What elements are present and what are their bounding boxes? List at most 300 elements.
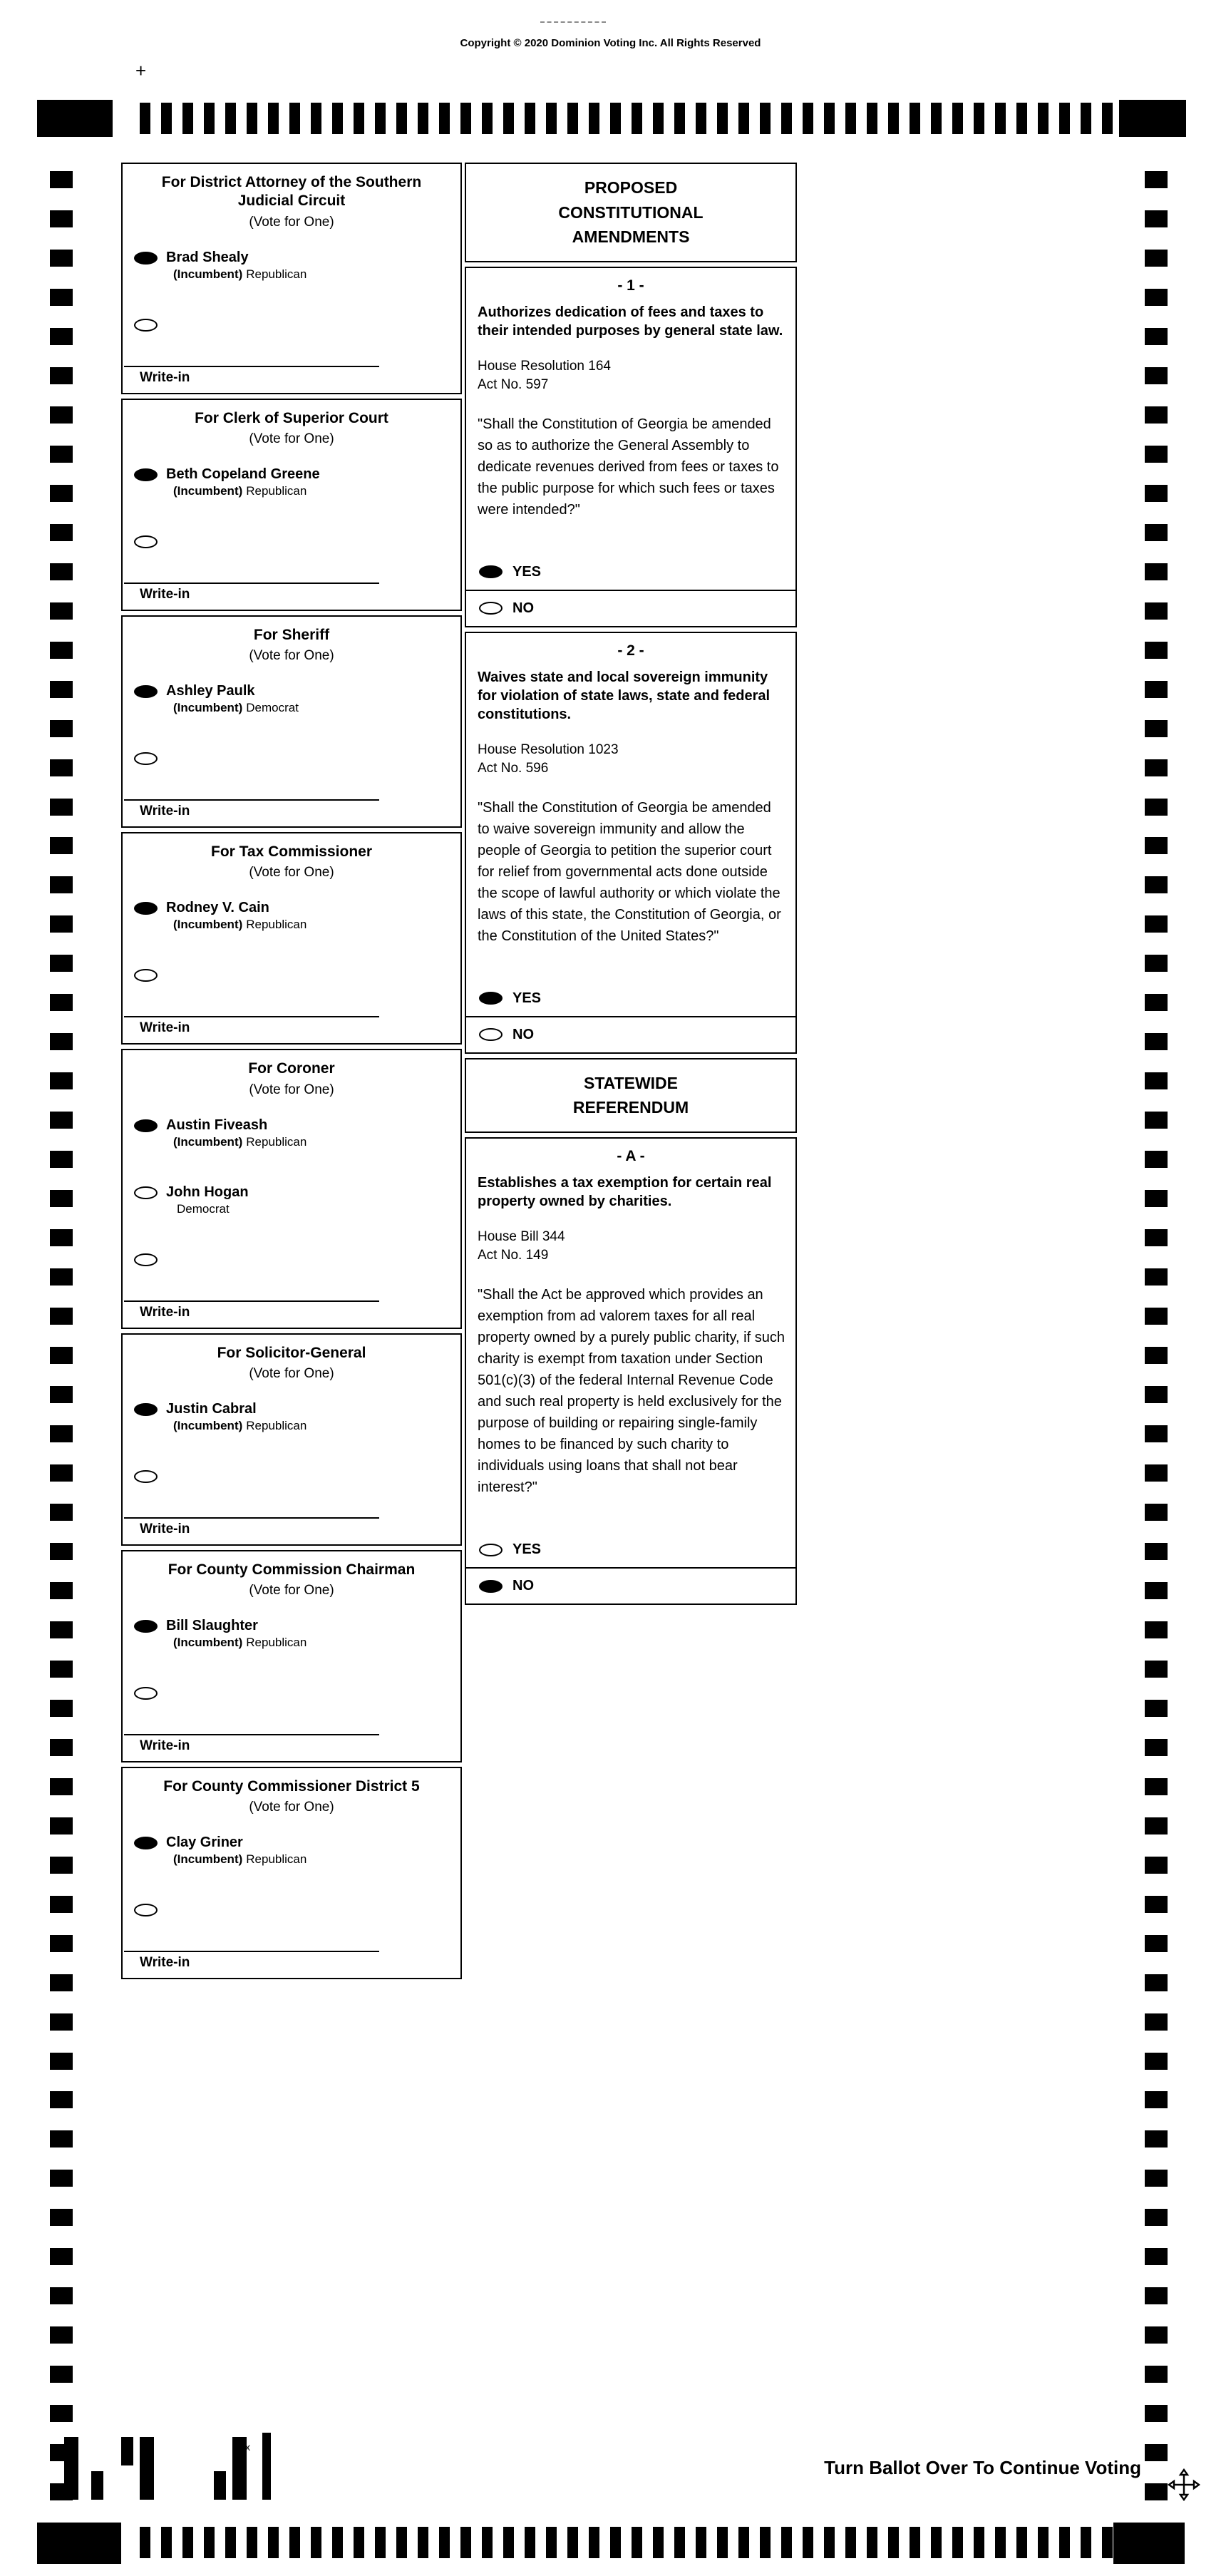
timing-mark: [50, 915, 73, 933]
empty-choice-row: [123, 1243, 460, 1293]
candidate-name: Bill Slaughter: [166, 1618, 258, 1633]
contest-title: For Sheriff: [253, 626, 330, 643]
timing-mark: [1145, 1661, 1168, 1678]
candidate-meta: [173, 918, 306, 932]
timing-mark: [50, 563, 73, 580]
section-header-line: STATEWIDE: [583, 1073, 679, 1092]
vote-for-instruction: (Vote for One): [249, 431, 334, 446]
timing-mark: [503, 103, 514, 134]
timing-mark: [632, 2527, 642, 2558]
timing-mark: [995, 103, 1006, 134]
candidate-party: Republican: [246, 1134, 307, 1149]
candidate-row: [123, 458, 460, 525]
timing-mark: [50, 1974, 73, 1991]
timing-mark: [1081, 103, 1091, 134]
timing-mark: [354, 2527, 364, 2558]
timing-mark: [268, 103, 279, 134]
yes-oval-filled[interactable]: [479, 992, 503, 1005]
candidate-qualifier: (Incumbent): [173, 701, 243, 714]
candidate-name: Beth Copeland Greene: [166, 466, 320, 482]
timing-mark: [50, 1817, 73, 1834]
write-in-label: Write-in: [140, 1955, 190, 1971]
no-oval[interactable]: [479, 1028, 503, 1041]
timing-mark: [717, 2527, 728, 2558]
timing-mark: [1145, 289, 1168, 306]
registration-mark: +: [135, 60, 147, 81]
timing-mark: [525, 2527, 535, 2558]
write-in-entry-line[interactable]: [124, 1951, 379, 1952]
timing-mark: [1145, 1974, 1168, 1991]
timing-mark: [50, 1347, 73, 1364]
timing-mark: [546, 2527, 557, 2558]
measure-question: "Shall the Constitution of Georgia be amended to waive sovereign immunity and allow the people of Georgia to petition the superior court for relief from governmental acts done outside the scope of lawful authority or which violate the laws of this state, the Constitution of Georgia, or the Constitution of the United States?": [478, 799, 781, 944]
candidate-party: Republican: [246, 1418, 307, 1432]
choice-oval-filled[interactable]: [134, 1620, 158, 1633]
candidate-party: Republican: [246, 1636, 307, 1649]
timing-mark: [289, 103, 300, 134]
candidate-info: [166, 682, 299, 715]
measure-question: "Shall the Act be approved which provides an exemption from ad valorem taxes for all real property owned by a purely public charity, if such charity is exempt from taxation under Section 501(c)(3) of the federal Internal Revenue Code and such real property is held exclusively for the purpose of building or repairing single-family homes to be financed by such charity to individuals using loans that shall not bear interest?": [478, 1287, 785, 1496]
choice-oval[interactable]: [134, 1687, 158, 1700]
vote-for-instruction: (Vote for One): [249, 648, 334, 663]
measure-reference: [466, 724, 795, 779]
write-in-entry-line[interactable]: [124, 366, 379, 367]
timing-mark: [1145, 1621, 1168, 1638]
timing-mark: [1145, 1543, 1168, 1560]
timing-mark: [888, 2527, 899, 2558]
timing-mark: [1145, 1033, 1168, 1050]
candidate-info: [166, 249, 306, 282]
timing-mark: [1145, 837, 1168, 854]
timing-mark: [1145, 171, 1168, 188]
choice-oval[interactable]: [134, 319, 158, 332]
timing-mark: [50, 2013, 73, 2031]
write-in-label: Write-in: [140, 1304, 190, 1320]
section-header-line: REFERENDUM: [572, 1098, 689, 1117]
timing-mark: [1145, 994, 1168, 1011]
candidate-name: John Hogan: [166, 1184, 249, 1200]
write-in-entry-line[interactable]: [124, 1300, 379, 1302]
timing-mark: [439, 2527, 450, 2558]
contest-title: For Tax Commissioner: [211, 843, 372, 860]
candidate-name: Justin Cabral: [166, 1400, 257, 1417]
timing-mark: [1145, 485, 1168, 502]
write-in-label: Write-in: [140, 1521, 190, 1536]
timing-mark: [1145, 2013, 1168, 2031]
ballot-code-mark: [64, 2437, 78, 2500]
timing-mark: [225, 2527, 236, 2558]
empty-choice-row: [123, 742, 460, 792]
timing-mark: [1145, 720, 1168, 737]
timing-mark: [418, 103, 428, 134]
code-mark-x: x: [245, 2441, 250, 2453]
timing-mark: [50, 1112, 73, 1129]
timing-mark: [824, 2527, 835, 2558]
candidate-info: [166, 466, 320, 498]
timing-mark: [845, 2527, 856, 2558]
candidate-info: [166, 1184, 249, 1216]
timing-mark: [375, 103, 386, 134]
contest-box: [121, 163, 462, 394]
timing-mark: [910, 2527, 920, 2558]
candidate-row: [123, 1109, 460, 1176]
ballot-code-mark: [262, 2433, 271, 2500]
timing-mark: [1145, 1464, 1168, 1482]
timing-block-bottom-left: [37, 2523, 121, 2564]
timing-mark: [161, 103, 172, 134]
timing-mark: [204, 103, 215, 134]
timing-mark: [738, 2527, 749, 2558]
candidate-party: Republican: [246, 918, 307, 932]
measure-number: - 2 -: [617, 642, 644, 659]
choice-oval[interactable]: [134, 1904, 158, 1916]
measures-column: [465, 163, 797, 1609]
timing-mark: [50, 446, 73, 463]
timing-mark: [803, 103, 813, 134]
empty-choice-row: [123, 1894, 460, 1944]
measure-question: "Shall the Constitution of Georgia be amended so as to authorize the General Assembly to dedicate revenues derived from fees or taxes to the public purpose for which such fees or taxes were intended?": [478, 416, 779, 518]
choice-oval-filled[interactable]: [134, 468, 158, 481]
timing-mark: [50, 171, 73, 188]
timing-mark: [247, 2527, 257, 2558]
timing-mark: [974, 103, 984, 134]
copyright-text: Copyright © 2020 Dominion Voting Inc. All Rights Reserved: [460, 37, 761, 49]
timing-mark: [396, 103, 407, 134]
contest-title: For Coroner: [248, 1060, 335, 1077]
choice-oval[interactable]: [134, 1186, 158, 1199]
timing-mark: [1016, 2527, 1027, 2558]
timing-mark: [1145, 1857, 1168, 1874]
timing-mark: [1145, 1268, 1168, 1286]
candidate-row: [123, 1610, 460, 1677]
measure-reference-line: House Resolution 1023: [478, 742, 619, 757]
timing-mark: [1145, 799, 1168, 816]
turn-ballot-over-text: Turn Ballot Over To Continue Voting: [824, 2457, 1141, 2478]
timing-mark: [332, 103, 343, 134]
timing-mark: [50, 2287, 73, 2304]
timing-mark: [1145, 2170, 1168, 2187]
timing-mark: [589, 2527, 599, 2558]
section-header: [465, 163, 797, 262]
timing-mark: [1059, 2527, 1070, 2558]
choice-oval[interactable]: [134, 1253, 158, 1266]
ballot-code-mark: [232, 2437, 247, 2500]
candidate-party: Democrat: [177, 1201, 230, 1216]
vote-for-instruction: (Vote for One): [249, 1583, 334, 1598]
timing-mark: [140, 2527, 150, 2558]
write-in-entry-line[interactable]: [124, 1016, 379, 1017]
write-in-label: Write-in: [140, 1738, 190, 1753]
no-choice-row: [466, 1016, 795, 1052]
timing-mark: [1145, 446, 1168, 463]
yes-oval[interactable]: [479, 1544, 503, 1556]
no-choice-row: [466, 1567, 795, 1603]
write-in-entry-line[interactable]: [124, 799, 379, 801]
write-in-label: Write-in: [140, 1020, 190, 1036]
timing-mark: [50, 955, 73, 972]
timing-mark: [50, 328, 73, 345]
timing-mark: [1145, 642, 1168, 659]
candidate-info: [166, 1834, 306, 1867]
candidate-row: [123, 242, 460, 309]
measure-box: [465, 267, 797, 627]
timing-column-left: [50, 171, 73, 2501]
no-label: NO: [512, 1026, 534, 1042]
timing-mark: [161, 2527, 172, 2558]
timing-mark: [503, 2527, 514, 2558]
timing-mark: [268, 2527, 279, 2558]
timing-mark: [50, 250, 73, 267]
timing-mark: [1145, 2248, 1168, 2265]
choice-oval[interactable]: [134, 1470, 158, 1483]
candidate-qualifier: (Incumbent): [173, 1418, 243, 1432]
timing-mark: [50, 1072, 73, 1089]
timing-mark: [803, 2527, 813, 2558]
measure-reference: [466, 1211, 795, 1266]
candidate-meta: [173, 1202, 249, 1216]
timing-block-top-left: [37, 100, 113, 137]
timing-mark: [1145, 1896, 1168, 1913]
timing-mark: [1145, 759, 1168, 776]
timing-mark: [50, 1308, 73, 1325]
timing-mark: [396, 2527, 407, 2558]
timing-mark: [460, 103, 471, 134]
timing-mark: [1145, 563, 1168, 580]
measure-box: [465, 632, 797, 1054]
timing-mark: [50, 1151, 73, 1168]
no-label: NO: [512, 600, 534, 616]
timing-mark: [50, 1464, 73, 1482]
timing-mark: [931, 103, 942, 134]
no-label: NO: [512, 1578, 534, 1594]
timing-bars-bottom: [140, 2527, 1113, 2558]
timing-mark: [482, 2527, 493, 2558]
timing-mark: [1145, 1778, 1168, 1795]
choice-oval-filled[interactable]: [134, 902, 158, 915]
candidate-row: [123, 675, 460, 742]
timing-mark: [1102, 103, 1113, 134]
timing-mark: [546, 103, 557, 134]
timing-mark: [1145, 955, 1168, 972]
timing-mark: [1145, 2444, 1168, 2461]
ballot-code-mark: [91, 2471, 103, 2500]
no-oval-filled[interactable]: [479, 1580, 503, 1593]
empty-choice-row: [123, 959, 460, 1009]
timing-mark: [632, 103, 642, 134]
candidate-meta: [173, 484, 320, 498]
timing-mark: [1145, 1072, 1168, 1089]
timing-mark: [845, 103, 856, 134]
timing-mark: [1145, 2130, 1168, 2147]
yes-choice-row: [466, 555, 795, 590]
timing-mark: [974, 2527, 984, 2558]
timing-mark: [717, 103, 728, 134]
write-in-label: Write-in: [140, 804, 190, 819]
timing-mark: [1145, 1190, 1168, 1207]
measure-reference-line: Act No. 596: [478, 761, 549, 776]
candidate-meta: [173, 267, 306, 282]
candidate-name: Brad Shealy: [166, 249, 249, 265]
timing-mark: [1145, 602, 1168, 620]
yes-choice-row: [466, 981, 795, 1016]
choice-oval-filled[interactable]: [134, 1403, 158, 1416]
timing-mark: [204, 2527, 215, 2558]
candidate-row: [123, 1393, 460, 1460]
timing-mark: [1145, 328, 1168, 345]
timing-mark: [50, 1386, 73, 1403]
timing-mark: [888, 103, 899, 134]
choice-oval[interactable]: [134, 535, 158, 548]
timing-mark: [1145, 1582, 1168, 1599]
candidate-party: Republican: [246, 1852, 307, 1867]
write-in-entry-line[interactable]: [124, 1517, 379, 1519]
measure-reference-line: Act No. 149: [478, 1248, 549, 1263]
candidate-qualifier: (Incumbent): [173, 1134, 243, 1149]
timing-mark: [1145, 1817, 1168, 1834]
choice-oval-filled[interactable]: [134, 685, 158, 698]
contest-title: For County Commissioner District 5: [163, 1778, 420, 1795]
candidate-info: [166, 1617, 306, 1650]
timing-mark: [1016, 103, 1027, 134]
candidate-meta: [173, 701, 299, 715]
write-in-label: Write-in: [140, 369, 190, 385]
timing-mark: [674, 103, 685, 134]
timing-mark: [50, 2209, 73, 2226]
timing-mark: [1145, 1504, 1168, 1521]
timing-mark: [50, 1857, 73, 1874]
ballot-code-mark: [121, 2437, 133, 2465]
timing-mark: [247, 103, 257, 134]
choice-oval-filled[interactable]: [134, 252, 158, 265]
measure-box: [465, 1137, 797, 1605]
candidate-info: [166, 1117, 306, 1149]
timing-mark: [439, 103, 450, 134]
measure-reference-line: House Bill 344: [478, 1228, 565, 1244]
candidate-qualifier: (Incumbent): [173, 1852, 243, 1867]
timing-mark: [952, 2527, 963, 2558]
timing-column-right: [1145, 171, 1168, 2501]
timing-mark: [50, 406, 73, 424]
timing-mark: [50, 1896, 73, 1913]
candidate-name: Austin Fiveash: [166, 1117, 268, 1133]
no-oval[interactable]: [479, 602, 503, 615]
timing-mark: [354, 103, 364, 134]
contest-box: [121, 615, 462, 828]
candidate-party: Democrat: [246, 701, 299, 714]
timing-mark: [1038, 103, 1049, 134]
timing-mark: [50, 720, 73, 737]
timing-mark: [460, 2527, 471, 2558]
candidate-info: [166, 899, 306, 932]
timing-mark: [50, 1190, 73, 1207]
contest-title: For County Commission Chairman: [168, 1561, 416, 1578]
timing-mark: [867, 2527, 877, 2558]
timing-mark: [50, 642, 73, 659]
write-in-entry-line[interactable]: [124, 583, 379, 584]
timing-mark: [610, 103, 621, 134]
choice-oval-filled[interactable]: [134, 1119, 158, 1132]
contest-title: For Solicitor-General: [217, 1344, 366, 1361]
candidate-party: Republican: [246, 483, 307, 498]
timing-mark: [1145, 524, 1168, 541]
empty-choice-row: [123, 1677, 460, 1727]
timing-mark: [332, 2527, 343, 2558]
timing-mark: [995, 2527, 1006, 2558]
measure-summary: Establishes a tax exemption for certain real property owned by charities.: [478, 1174, 772, 1209]
timing-mark: [1145, 1935, 1168, 1952]
timing-mark: [50, 524, 73, 541]
measure-number: - A -: [617, 1147, 645, 1164]
ballot-code-mark: [140, 2437, 154, 2500]
timing-mark: [1145, 210, 1168, 227]
choice-oval-filled[interactable]: [134, 1837, 158, 1849]
timing-mark: [50, 2405, 73, 2422]
timing-mark: [1145, 2483, 1168, 2500]
section-header-line: AMENDMENTS: [572, 227, 690, 246]
choice-oval[interactable]: [134, 752, 158, 765]
contest-box: [121, 1049, 462, 1328]
candidate-name: Rodney V. Cain: [166, 900, 269, 916]
timing-mark: [50, 799, 73, 816]
choice-oval[interactable]: [134, 969, 158, 982]
contest-box: [121, 1333, 462, 1546]
candidate-meta: [173, 1419, 306, 1433]
timing-mark: [50, 1425, 73, 1442]
timing-mark: [50, 1268, 73, 1286]
empty-choice-row: [123, 309, 460, 359]
timing-mark: [50, 485, 73, 502]
measure-reference-line: Act No. 597: [478, 377, 549, 393]
timing-mark: [1145, 1151, 1168, 1168]
timing-mark: [1145, 1386, 1168, 1403]
timing-mark: [1145, 1739, 1168, 1756]
timing-mark: [50, 2326, 73, 2344]
vote-for-instruction: (Vote for One): [249, 1082, 334, 1097]
yes-oval-filled[interactable]: [479, 565, 503, 578]
candidate-qualifier: (Incumbent): [173, 267, 243, 281]
timing-mark: [140, 103, 150, 134]
timing-mark: [1145, 1112, 1168, 1129]
write-in-label: Write-in: [140, 586, 190, 602]
timing-mark: [589, 103, 599, 134]
timing-mark: [781, 103, 792, 134]
timing-mark: [1145, 2287, 1168, 2304]
timing-block-bottom-right: [1113, 2523, 1185, 2564]
no-choice-row: [466, 590, 795, 626]
timing-mark: [50, 1700, 73, 1717]
timing-mark: [50, 1621, 73, 1638]
timing-mark: [1145, 1700, 1168, 1717]
write-in-entry-line[interactable]: [124, 1734, 379, 1735]
timing-mark: [1059, 103, 1070, 134]
timing-mark: [525, 103, 535, 134]
vote-for-instruction: (Vote for One): [249, 1365, 334, 1381]
yes-label: YES: [512, 990, 542, 1006]
timing-mark: [1145, 406, 1168, 424]
timing-mark: [182, 103, 193, 134]
contest-box: [121, 399, 462, 611]
timing-mark: [182, 2527, 193, 2558]
timing-mark: [50, 2130, 73, 2147]
timing-mark: [567, 2527, 578, 2558]
scan-artifact: [540, 21, 606, 23]
timing-mark: [1145, 2209, 1168, 2226]
measure-reference-line: House Resolution 164: [478, 358, 611, 374]
section-header: [465, 1058, 797, 1133]
contest-box: [121, 1550, 462, 1762]
empty-choice-row: [123, 525, 460, 575]
timing-mark: [1145, 2366, 1168, 2383]
